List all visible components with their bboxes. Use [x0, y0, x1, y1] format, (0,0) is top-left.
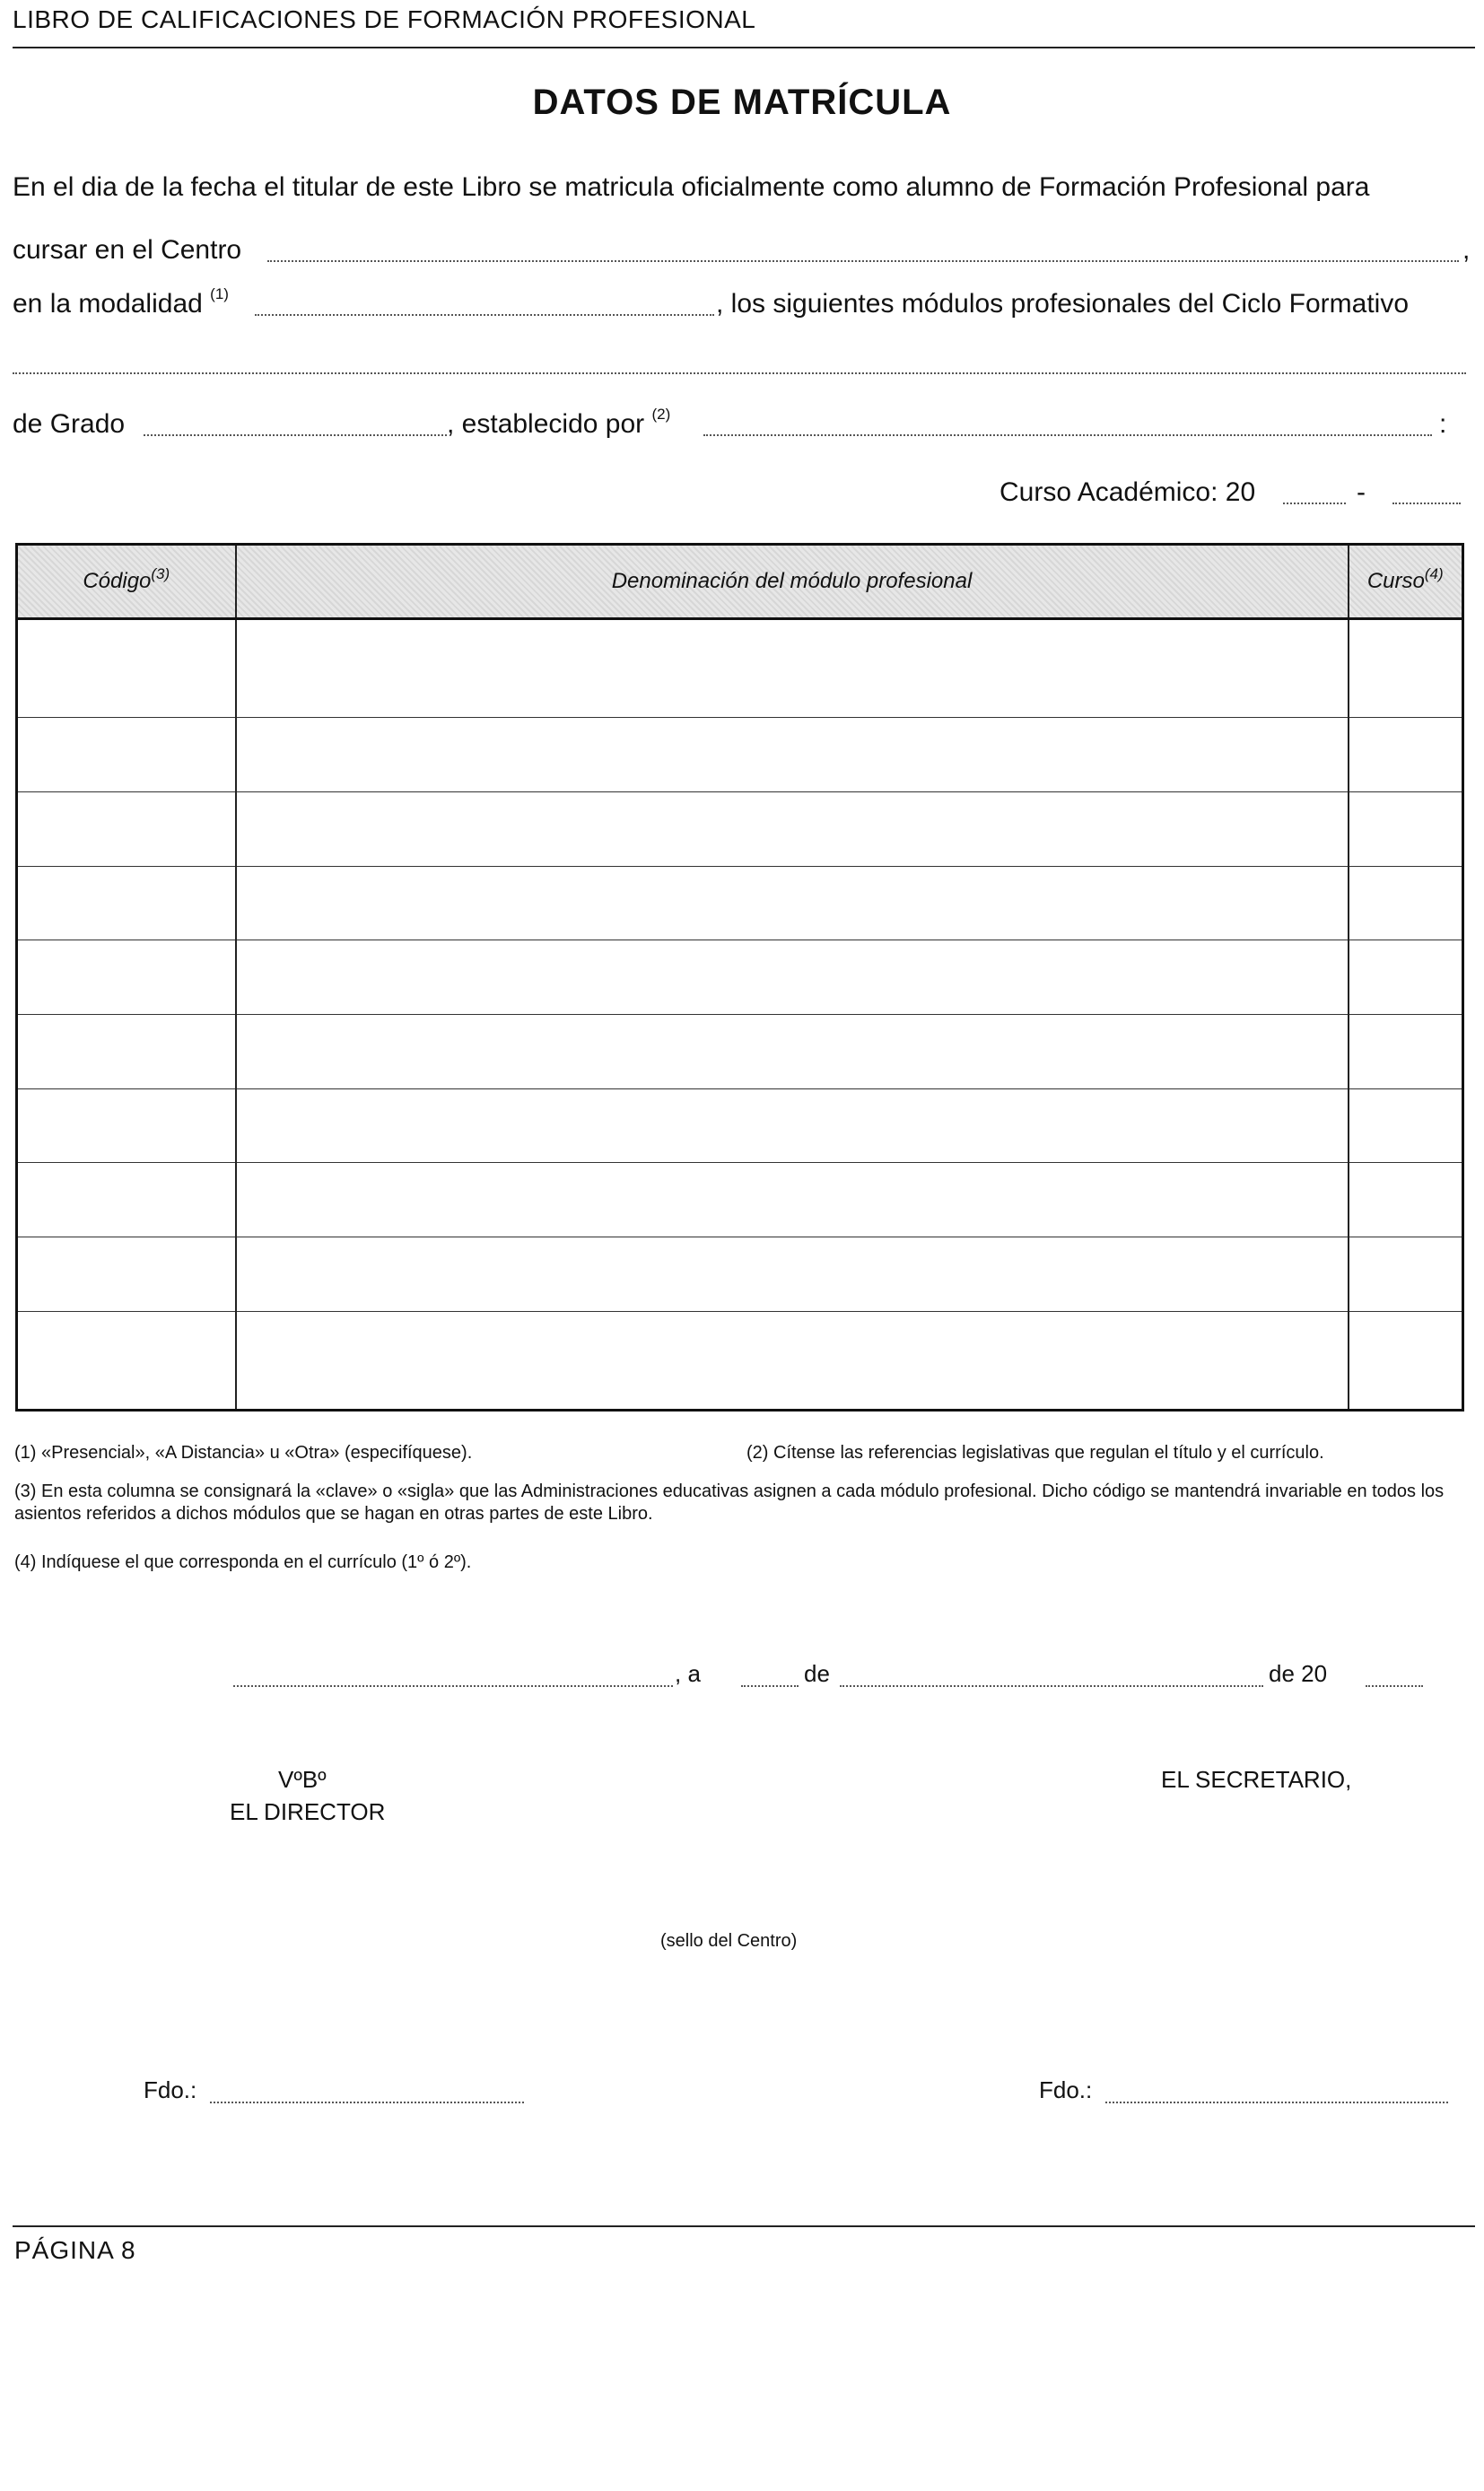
- denominacion-cell[interactable]: [236, 1163, 1349, 1237]
- director-signature-field[interactable]: [210, 2102, 524, 2103]
- codigo-cell[interactable]: [17, 866, 236, 940]
- codigo-cell[interactable]: [17, 1015, 236, 1089]
- header-rule: [13, 47, 1475, 48]
- curso-cell[interactable]: [1349, 1015, 1463, 1089]
- date-de-label: de: [804, 1660, 830, 1687]
- table-row: [17, 619, 1463, 718]
- place-field[interactable]: [233, 1685, 673, 1687]
- table-row: [17, 791, 1463, 866]
- table-row: [17, 1163, 1463, 1237]
- fdo-left-label: Fdo.:: [144, 2076, 197, 2103]
- footer-rule: [13, 2225, 1475, 2227]
- grado-end: :: [1439, 409, 1447, 439]
- footnote-2: (2) Cítense las referencias legislativas que regulan el título y el currículo.: [746, 1443, 1324, 1463]
- modalidad-text: , los siguientes módulos profesionales del Ciclo Formativo: [716, 289, 1410, 319]
- footnote-ref-1: (1): [210, 285, 229, 302]
- page-number: PÁGINA 8: [14, 2236, 136, 2264]
- establecido-field[interactable]: [703, 434, 1432, 436]
- table-row: [17, 1015, 1463, 1089]
- grado-field[interactable]: [144, 434, 447, 436]
- footnote-1: (1) «Presencial», «A Distancia» u «Otra» (especifíquese).: [14, 1443, 473, 1463]
- month-field[interactable]: [840, 1685, 1263, 1687]
- curso-cell[interactable]: [1349, 1163, 1463, 1237]
- table-row: [17, 1311, 1463, 1410]
- centro-end: ,: [1462, 235, 1471, 265]
- document-header-title: LIBRO DE CALIFICACIONES DE FORMACIÓN PROFESIONAL: [13, 5, 756, 33]
- denominacion-cell[interactable]: [236, 1311, 1349, 1410]
- centro-label: cursar en el Centro: [13, 235, 242, 265]
- date-year-label: de 20: [1269, 1660, 1328, 1687]
- intro-line-1: En el dia de la fecha el titular de este Libro se matricula oficialmente como alumno de Formación Profesional para: [13, 172, 1370, 202]
- denominacion-cell[interactable]: [236, 718, 1349, 792]
- denominacion-cell[interactable]: [236, 940, 1349, 1015]
- year-field[interactable]: [1366, 1685, 1423, 1687]
- modalidad-field[interactable]: [255, 314, 714, 316]
- codigo-cell[interactable]: [17, 1163, 236, 1237]
- codigo-cell[interactable]: [17, 940, 236, 1015]
- curso-cell[interactable]: [1349, 1088, 1463, 1163]
- codigo-cell[interactable]: [17, 791, 236, 866]
- denominacion-cell[interactable]: [236, 791, 1349, 866]
- curso-cell[interactable]: [1349, 718, 1463, 792]
- table-row: [17, 1237, 1463, 1312]
- curso-cell[interactable]: [1349, 866, 1463, 940]
- codigo-cell[interactable]: [17, 1088, 236, 1163]
- curso-cell[interactable]: [1349, 791, 1463, 866]
- modules-table: [15, 543, 1464, 1412]
- curso-year-start-field[interactable]: [1283, 503, 1346, 504]
- codigo-cell[interactable]: [17, 1237, 236, 1312]
- curso-cell[interactable]: [1349, 1237, 1463, 1312]
- denominacion-cell[interactable]: [236, 1015, 1349, 1089]
- footnote-ref-2: (2): [651, 406, 671, 423]
- curso-separator: -: [1357, 477, 1366, 507]
- director-label: EL DIRECTOR: [230, 1798, 386, 1825]
- secretario-label: EL SECRETARIO,: [1161, 1766, 1352, 1793]
- date-a-label: , a: [675, 1660, 701, 1687]
- page-title: DATOS DE MATRÍCULA: [532, 83, 952, 122]
- day-field[interactable]: [741, 1685, 799, 1687]
- establecido-label: , establecido por: [447, 409, 645, 439]
- column-header-denominacion: Denominación del módulo profesional: [236, 545, 1349, 619]
- column-header-curso: Curso$^{(4)}$: [1349, 545, 1463, 619]
- curso-cell[interactable]: [1349, 1311, 1463, 1410]
- footnote-4: (4) Indíquese el que corresponda en el currículo (1º ó 2º).: [14, 1552, 472, 1572]
- centro-field[interactable]: [267, 260, 1459, 262]
- fdo-right-label: Fdo.:: [1039, 2076, 1093, 2103]
- curso-cell[interactable]: [1349, 940, 1463, 1015]
- table-header-row: [17, 545, 1463, 619]
- denominacion-cell[interactable]: [236, 1237, 1349, 1312]
- table-row: [17, 1088, 1463, 1163]
- grado-label: de Grado: [13, 409, 126, 439]
- curso-cell[interactable]: [1349, 619, 1463, 718]
- table-row: [17, 940, 1463, 1015]
- table-row: [17, 718, 1463, 792]
- sello-centro: (sello del Centro): [660, 1931, 798, 1951]
- denominacion-cell[interactable]: [236, 1088, 1349, 1163]
- visto-bueno: VºBº: [278, 1766, 327, 1793]
- column-header-codigo: Código$^{(3)}$: [17, 545, 236, 619]
- table-row: [17, 866, 1463, 940]
- ciclo-formativo-field[interactable]: [13, 372, 1466, 374]
- footnote-3: (3) En esta columna se consignará la «clave» o «sigla» que las Administraciones educativas asignen a cada módulo profesional. Dicho código se mantendrá invariable en todos los asientos referidos a dichos módulos que se hagan en otras partes de este Libro.: [14, 1481, 1445, 1524]
- denominacion-cell[interactable]: [236, 866, 1349, 940]
- codigo-cell[interactable]: [17, 619, 236, 718]
- denominacion-cell[interactable]: [236, 619, 1349, 718]
- secretario-signature-field[interactable]: [1105, 2102, 1448, 2103]
- curso-academico-label: Curso Académico: 20: [1000, 477, 1256, 507]
- codigo-cell[interactable]: [17, 1311, 236, 1410]
- curso-year-end-field[interactable]: [1392, 503, 1461, 504]
- modalidad-label: en la modalidad: [13, 289, 203, 319]
- codigo-cell[interactable]: [17, 718, 236, 792]
